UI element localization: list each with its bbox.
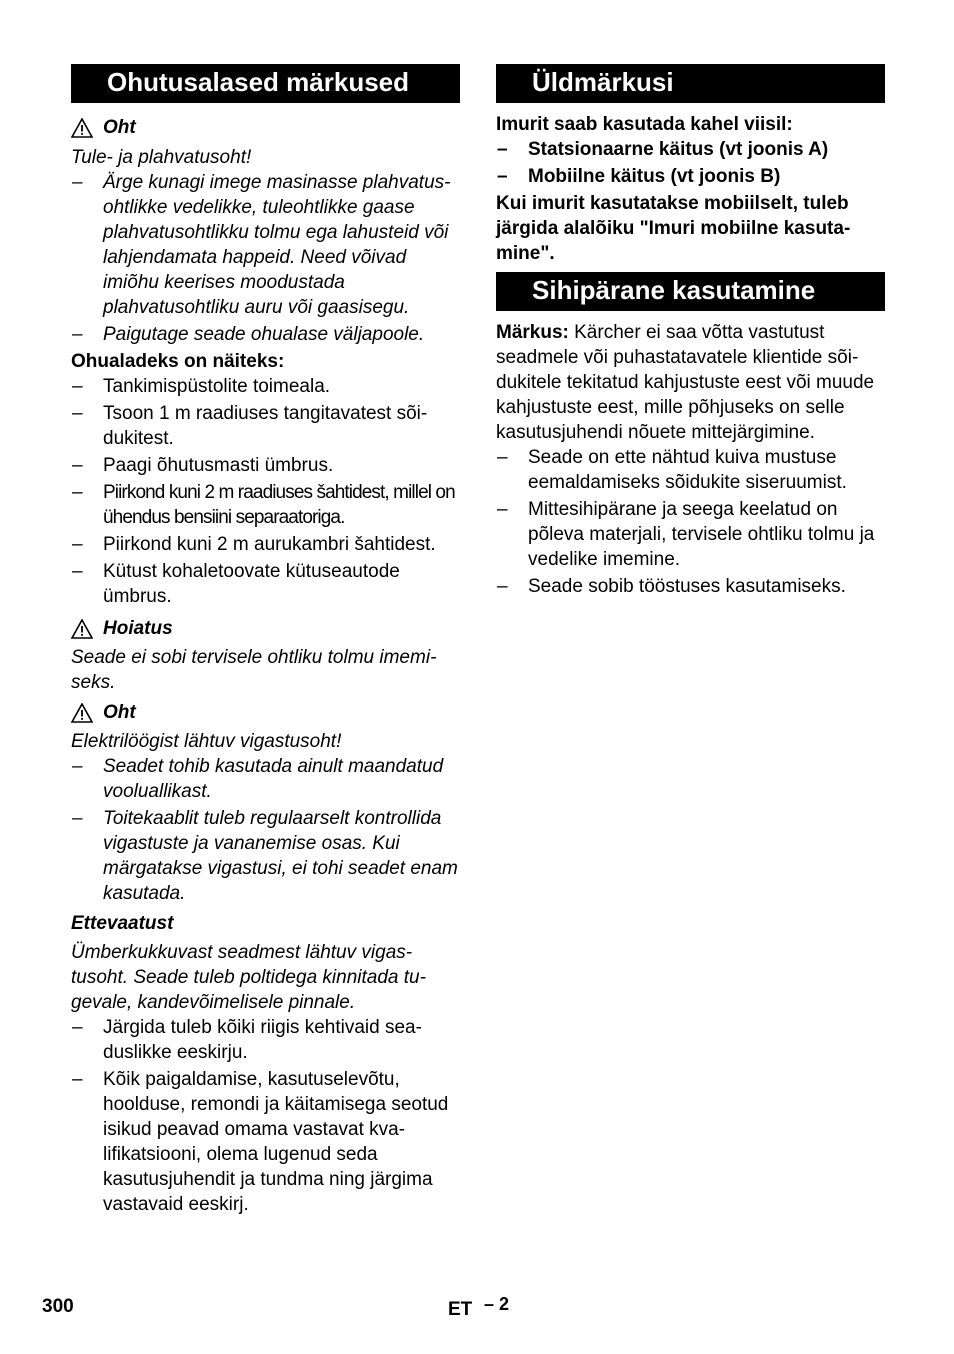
safety-heading: Ohutusalased märkused xyxy=(71,64,460,103)
list-item: – Toitekaablit tuleb regulaarselt kontrollida vigastuste ja vananemise osas. Kui märgatakse vigastusi, ei tohi seadet enam kasutada. xyxy=(72,808,458,904)
mobile-note: Kui imurit kasutatakse mobiilselt, tuleb järgida alalõiku "Imuri mobiilne kasutamine". xyxy=(496,193,851,264)
page-number: 300 xyxy=(42,1296,74,1317)
list-item: – Tsoon 1 m raadiuses tangitavatest sõidukitest. xyxy=(72,403,428,449)
caution-label: Ettevaatust xyxy=(71,913,174,934)
list-item: – Kütust kohaletoovate kütuseautode ümbrus. xyxy=(72,561,400,607)
general-notes-heading: Üldmärkusi xyxy=(496,64,885,103)
language-code: ET xyxy=(448,1299,473,1320)
list-item: – Statsionaarne käitus (vt joonis A) xyxy=(497,139,829,160)
usage-intro: Imurit saab kasutada kahel viisil: xyxy=(496,114,793,135)
list-item: – Seade on ette nähtud kuiva mustuse eemaldamiseks sõidukite siseruumist. xyxy=(497,447,847,493)
list-item: – Paigutage seade ohualase väljapoole. xyxy=(72,324,425,345)
list-item: – Järgida tuleb kõiki riigis kehtivaid seaduslikke eeskirju. xyxy=(72,1017,422,1063)
list-item: – Piirkond kuni 2 m raadiuses šahtidest, millel on ühendus bensiini separaatoriga. xyxy=(72,482,455,528)
fire-hazard-intro: Tule- ja plahvatusoht! xyxy=(71,147,252,168)
section-page: – 2 xyxy=(484,1294,510,1314)
list-item: – Kõik paigaldamise, kasutuselevõtu, hoolduse, remondi ja käitamisega seotud isikud peavad omama vastavat kvalifikatsiooni, olema lugenud seda kasutusjuhendit ja tundma ning järgima vastavaid eeskirj. xyxy=(72,1069,449,1215)
warning-triangle-icon xyxy=(71,703,93,723)
list-item: – Tankimispüstolite toimeala. xyxy=(72,376,331,397)
intended-use-heading: Sihipärane kasutamine xyxy=(496,272,885,311)
danger-label-1: Oht xyxy=(71,115,460,140)
left-column xyxy=(71,64,460,1217)
list-item: – Seade sobib tööstuses kasutamiseks. xyxy=(497,576,846,597)
caution-text: Ümberkukkuvast seadmest lähtuv vigastusoht. Seade tuleb poltidega kinnitada tugevale, kandevõimelisele pinnale. xyxy=(71,942,426,1013)
list-item: – Mittesihipärane ja seega keelatud on põleva materjali, tervisele ohtliku tolmu ja vedelike imemine. xyxy=(497,499,875,570)
warning-triangle-icon xyxy=(71,118,93,138)
danger-areas-heading: Ohualadeks on näiteks: xyxy=(71,351,285,372)
warning-text: Seade ei sobi tervisele ohtliku tolmu imemiseks. xyxy=(71,647,437,693)
list-item: – Paagi õhutusmasti ümbrus. xyxy=(72,455,334,476)
electric-hazard-intro: Elektrilöögist lähtuv vigastusoht! xyxy=(71,731,342,752)
danger-label-2: Oht xyxy=(71,700,460,725)
list-item: – Piirkond kuni 2 m aurukambri šahtidest. xyxy=(72,534,436,555)
list-item: – Mobiilne käitus (vt joonis B) xyxy=(497,166,781,187)
list-item: – Ärge kunagi imege masinasse plahvatusohtlikke vedelikke, tuleohtlikke gaase plahvatusohtlikku tolmu ega lahusteid või lahjendamata happeid. Need võivad imiõhu keerises moodustada plahvatusohtliku auru või gaasisegu. xyxy=(72,172,451,318)
note-paragraph: Märkus: Kärcher ei saa võtta vastutust seadmele või puhastatavatele klientide sõidukitele tekitatud kahjustuste eest või muude kahjustuste eest, mille põhjuseks on selle kasutusjuhendi nõuete mittejärgimine. xyxy=(496,322,875,443)
right-column xyxy=(496,64,885,599)
list-item: – Seadet tohib kasutada ainult maandatud vooluallikast. xyxy=(72,756,444,802)
warning-triangle-icon xyxy=(71,619,93,639)
warning-label: Hoiatus xyxy=(71,616,460,641)
